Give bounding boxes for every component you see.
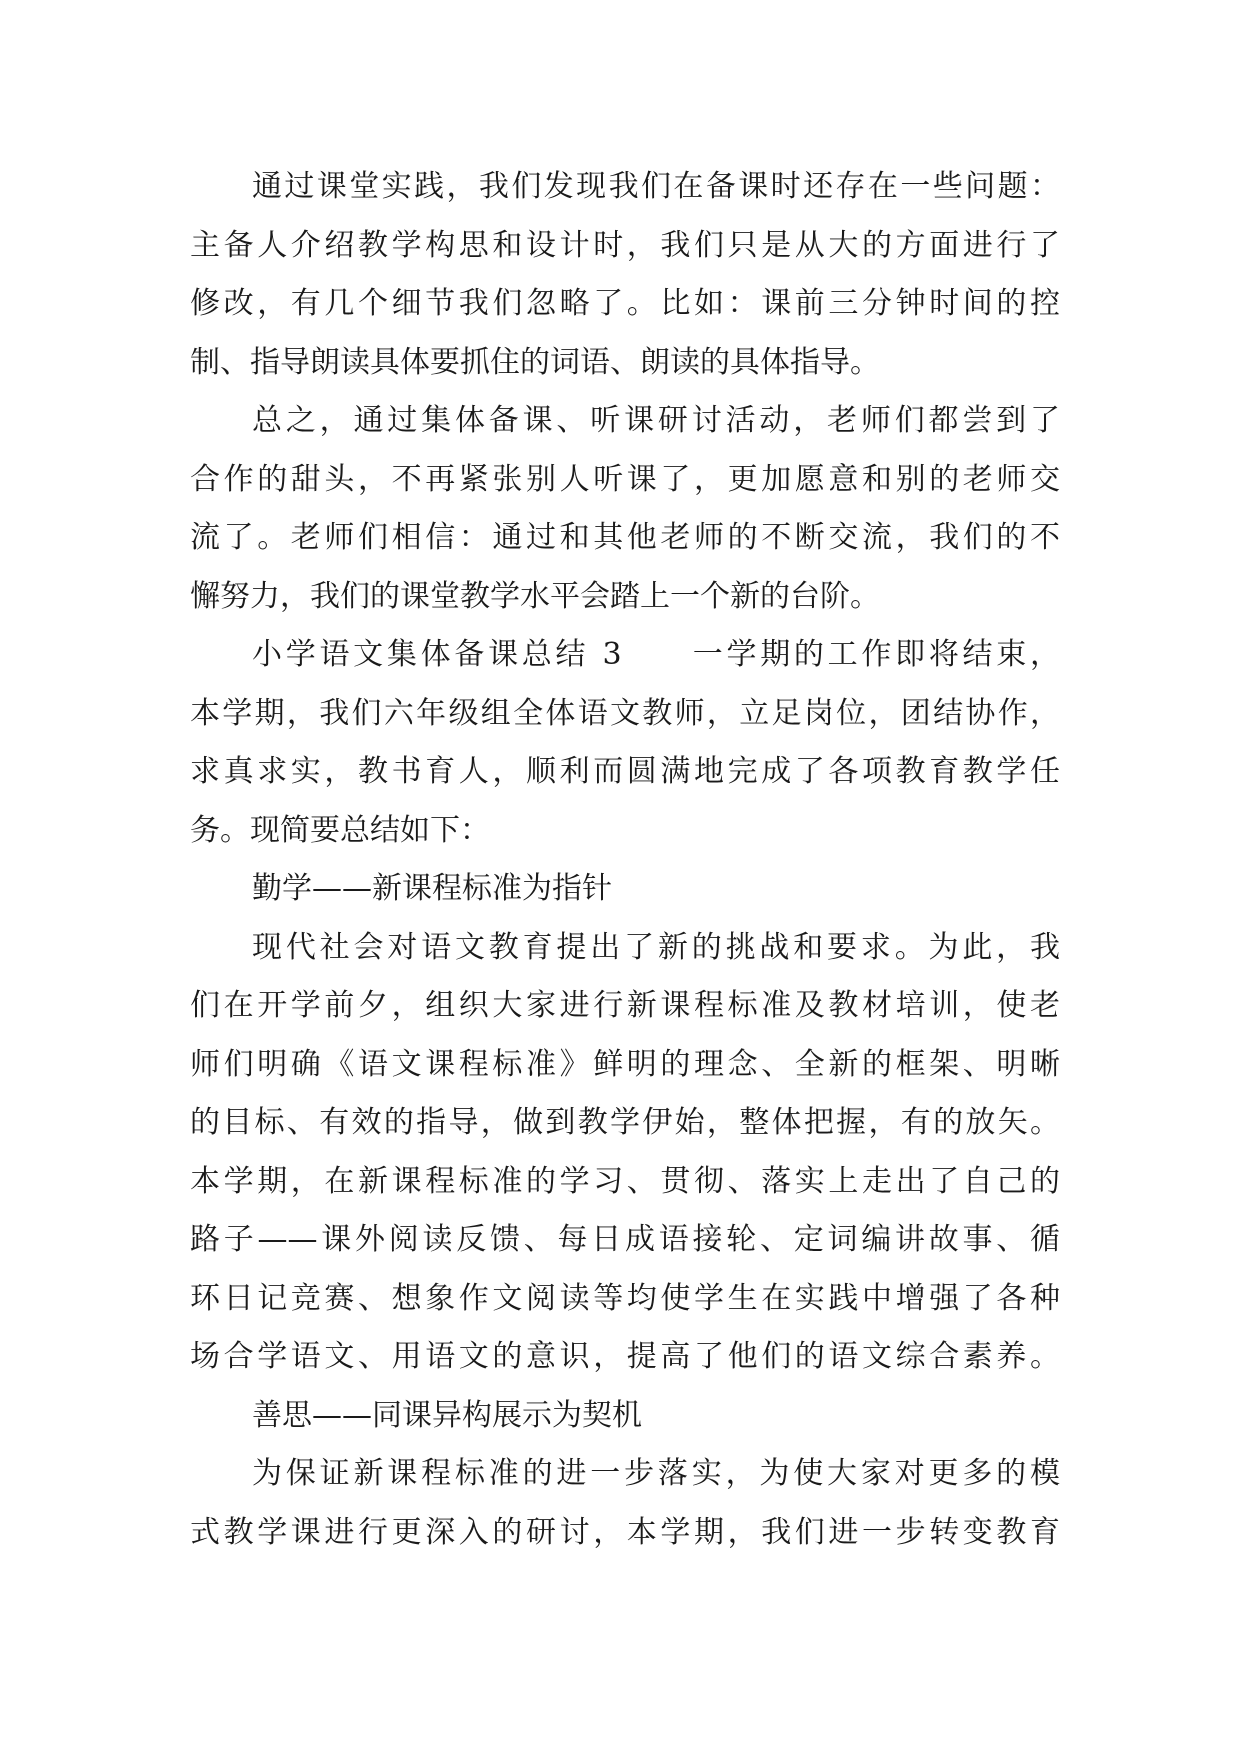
text-line: 通过课堂实践，我们发现我们在备课时还存在一些问题： bbox=[252, 169, 1060, 204]
text-line: 主备人介绍教学构思和设计时，我们只是从大的方面进行了 bbox=[190, 227, 1060, 263]
text-line: 合作的甜头，不再紧张别人听课了，更加愿意和别的老师交 bbox=[190, 461, 1060, 497]
text-line: 环日记竞赛、想象作文阅读等均使学生在实践中增强了各种 bbox=[190, 1280, 1060, 1316]
text-line: 为保证新课程标准的进一步落实，为使大家对更多的模 bbox=[252, 1456, 1060, 1491]
text-line: 制、指导朗读具体要抓住的词语、朗读的具体指导。 bbox=[190, 344, 880, 380]
text-line: 师们明确《语文课程标准》鲜明的理念、全新的框架、明晰 bbox=[190, 1046, 1060, 1082]
text-line: 们在开学前夕，组织大家进行新课程标准及教材培训，使老 bbox=[190, 988, 1060, 1023]
text-line: 懈努力，我们的课堂教学水平会踏上一个新的台阶。 bbox=[190, 578, 880, 614]
text-line: 务。现简要总结如下： bbox=[190, 812, 490, 848]
text-line: 本学期，我们六年级组全体语文教师，立足岗位，团结协作， bbox=[190, 695, 1060, 731]
text-line: 勤学——新课程标准为指针 bbox=[252, 871, 612, 906]
text-line: 现代社会对语文教育提出了新的挑战和要求。为此，我 bbox=[252, 929, 1060, 965]
text-line: 路子——课外阅读反馈、每日成语接轮、定词编讲故事、循 bbox=[190, 1222, 1060, 1257]
text-line: 流了。老师们相信：通过和其他老师的不断交流，我们的不 bbox=[190, 520, 1060, 555]
text-line: 总之，通过集体备课、听课研讨活动，老师们都尝到了 bbox=[252, 403, 1060, 438]
text-line: 的目标、有效的指导，做到教学伊始，整体把握，有的放矢。 bbox=[190, 1105, 1060, 1140]
document-body bbox=[190, 158, 1060, 1562]
text-line: 修改，有几个细节我们忽略了。比如：课前三分钟时间的控 bbox=[190, 286, 1060, 321]
text-line: 小学语文集体备课总结 3 一学期的工作即将结束， bbox=[252, 637, 1060, 672]
text-line: 本学期，在新课程标准的学习、贯彻、落实上走出了自己的 bbox=[190, 1163, 1060, 1199]
text-line: 场合学语文、用语文的意识，提高了他们的语文综合素养。 bbox=[190, 1339, 1060, 1374]
text-line: 式教学课进行更深入的研讨，本学期，我们进一步转变教育 bbox=[190, 1514, 1060, 1550]
text-line: 求真求实，教书育人，顺利而圆满地完成了各项教育教学任 bbox=[190, 754, 1060, 789]
text-line: 善思——同课异构展示为契机 bbox=[252, 1397, 642, 1433]
